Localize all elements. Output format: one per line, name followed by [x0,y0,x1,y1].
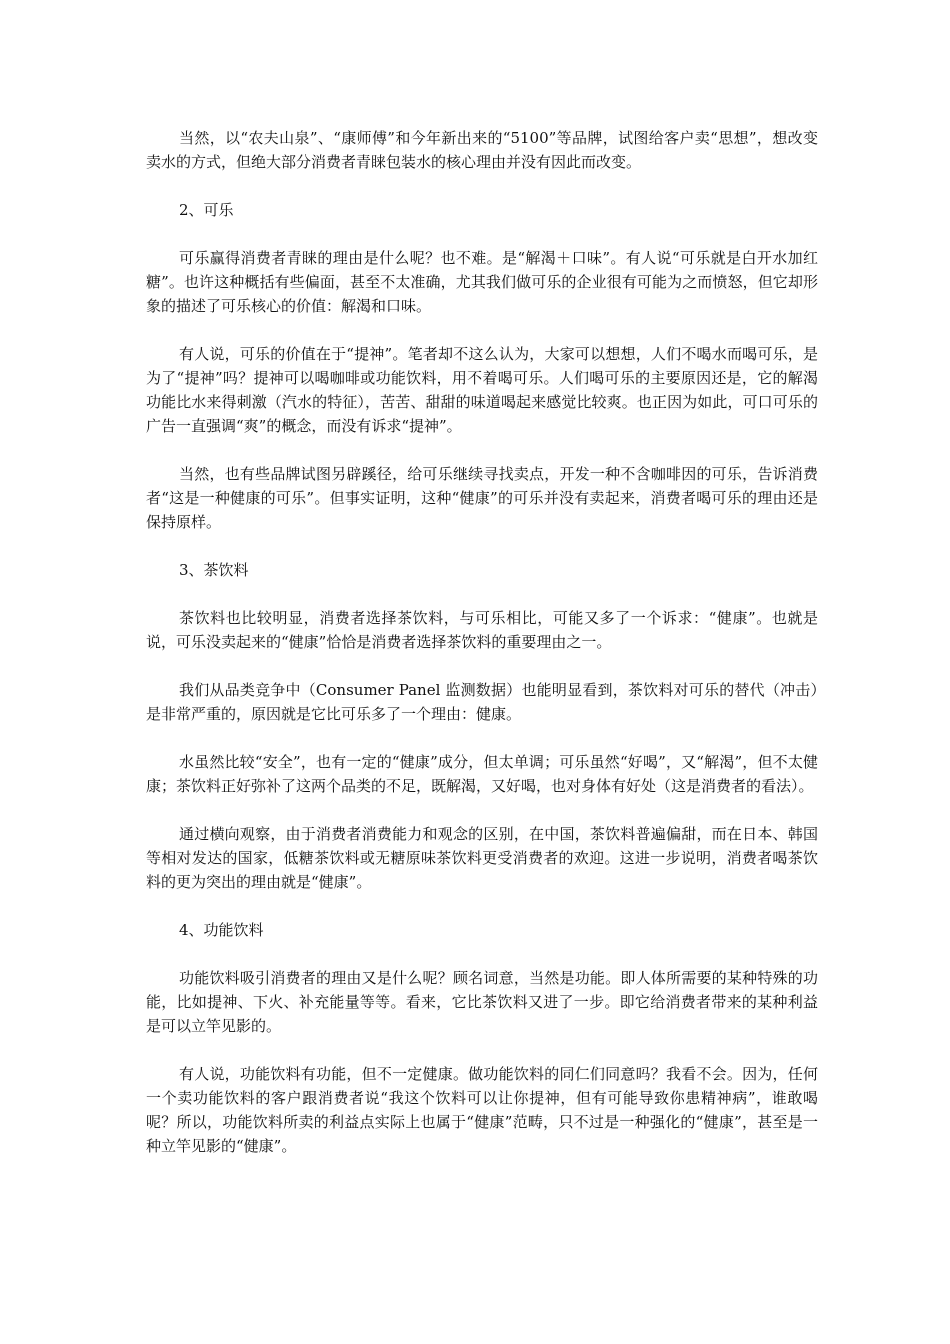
paragraph-functional-health: 有人说，功能饮料有功能，但不一定健康。做功能饮料的同仁们同意吗？我看不会。因为，任何一个卖功能饮料的客户跟消费者说“我这个饮料可以让你提神，但有可能导致你患精神病”，谁敢喝呢？所以，功能饮料所卖的利益点实际上也属于“健康”范畴，只不过是一种强化的“健康”，甚至是一种立竿见影的“健康”。 [146,1065,818,1155]
section-heading-cola: 2、可乐 [179,201,234,219]
paragraph-brand-thinking: 当然，以“农夫山泉”、“康师傅”和今年新出来的“5100”等品牌，试图给客户卖“思想”，想改变卖水的方式，但绝大部分消费者青睐包装水的核心理由并没有因此而改变。 [146,129,818,171]
paragraph-cola-refresh: 有人说，可乐的价值在于“提神”。笔者却不这么认为，大家可以想想，人们不喝水而喝可乐，是为了“提神”吗？提神可以喝咖啡或功能饮料，用不着喝可乐。人们喝可乐的主要原因还是，它的解渴功能比水来得刺激（汽水的特征），苦苦、甜甜的味道喝起来感觉比较爽。也正因为如此，可口可乐的广告一直强调“爽”的概念，而没有诉求“提神”。 [146,345,818,435]
paragraph-functional-reason: 功能饮料吸引消费者的理由又是什么呢？顾名词意，当然是功能。即人体所需要的某种特殊的功能，比如提神、下火、补充能量等等。看来，它比茶饮料又进了一步。即它给消费者带来的某种利益是可以立竿见影的。 [146,969,818,1035]
paragraph-tea-competition: 我们从品类竞争中（Consumer Panel 监测数据）也能明显看到，茶饮料对可乐的替代（冲击）是非常严重的，原因就是它比可乐多了一个理由：健康。 [146,681,818,723]
paragraph-tea-comparison: 水虽然比较“安全”，也有一定的“健康”成分，但太单调；可乐虽然“好喝”，又“解渴”，但不太健康；茶饮料正好弥补了这两个品类的不足，既解渴，又好喝，也对身体有好处（这是消费者的看法）。 [146,753,818,795]
paragraph-tea-regional: 通过横向观察，由于消费者消费能力和观念的区别，在中国，茶饮料普遍偏甜，而在日本、韩国等相对发达的国家，低糖茶饮料或无糖原味茶饮料更受消费者的欢迎。这进一步说明，消费者喝茶饮料的更为突出的理由就是“健康”。 [146,825,818,891]
document-body [146,126,818,1182]
paragraph-tea-health: 茶饮料也比较明显，消费者选择茶饮料，与可乐相比，可能又多了一个诉求：“健康”。也就是说，可乐没卖起来的“健康”恰恰是消费者选择茶饮料的重要理由之一。 [146,609,818,651]
paragraph-cola-healthy: 当然，也有些品牌试图另辟蹊径，给可乐继续寻找卖点，开发一种不含咖啡因的可乐，告诉消费者“这是一种健康的可乐”。但事实证明，这种“健康”的可乐并没有卖起来，消费者喝可乐的理由还是保持原样。 [146,465,818,531]
paragraph-cola-reason: 可乐赢得消费者青睐的理由是什么呢？也不难。是“解渴＋口味”。有人说“可乐就是白开水加红糖”。也许这种概括有些偏面，甚至不太准确，尤其我们做可乐的企业很有可能为之而愤怒，但它却形象的描述了可乐核心的价值：解渴和口味。 [146,249,818,315]
section-heading-functional: 4、功能饮料 [179,921,264,939]
section-heading-tea: 3、茶饮料 [179,561,249,579]
